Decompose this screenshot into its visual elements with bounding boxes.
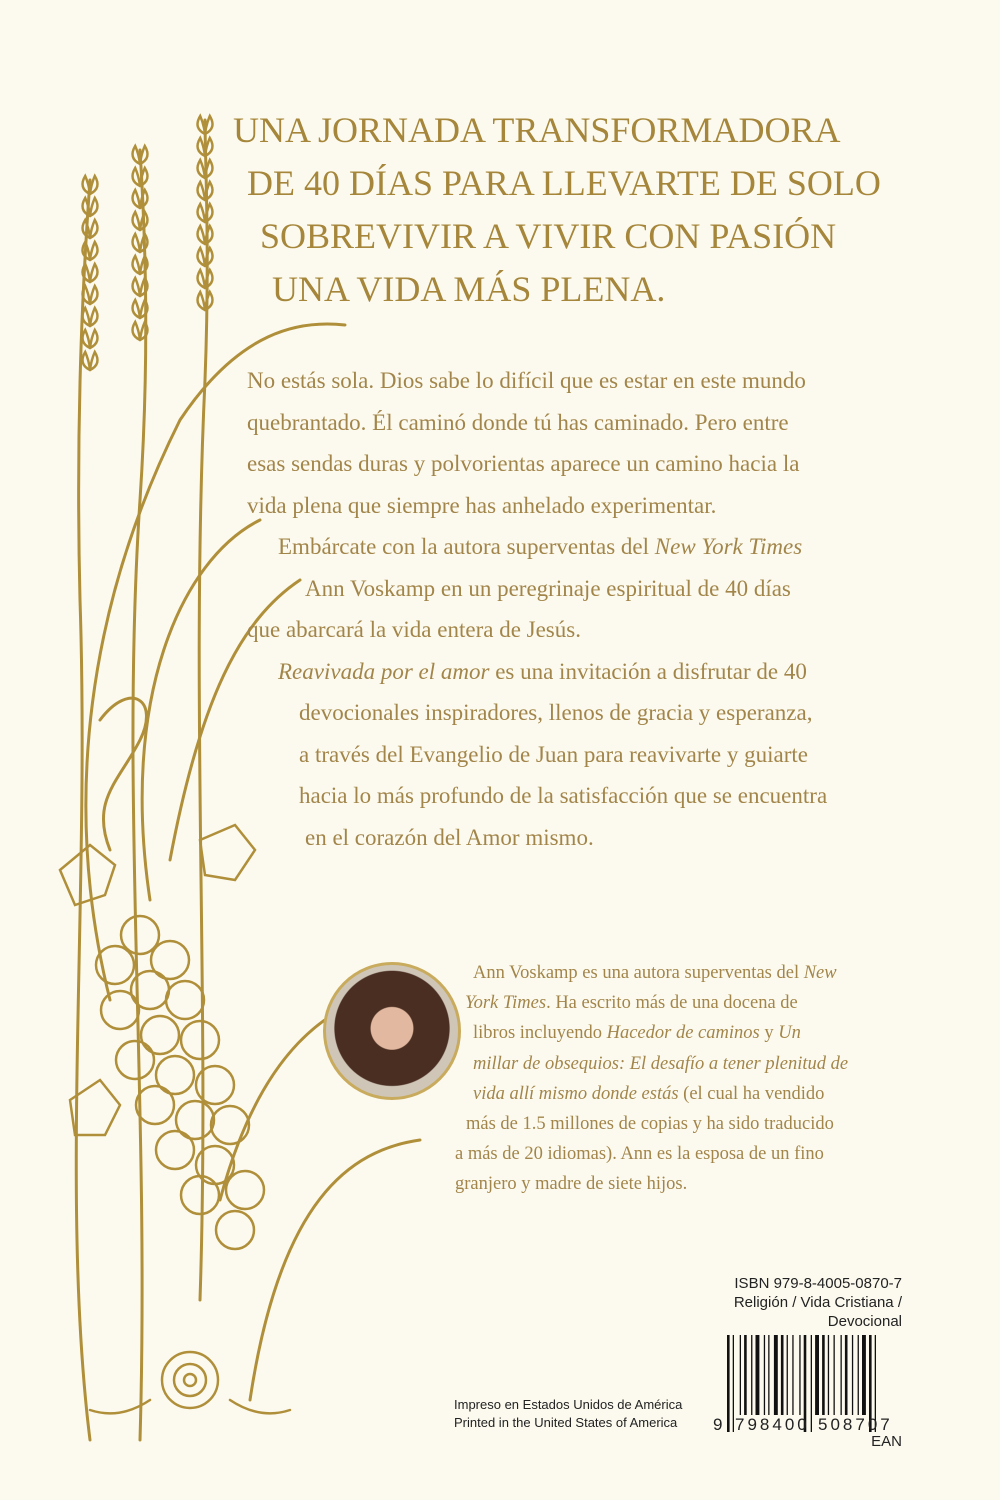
wheat-grain	[90, 198, 98, 216]
bio-line	[466, 1115, 834, 1134]
wheat-grain	[133, 256, 141, 274]
bio-line	[465, 994, 798, 1013]
grape	[156, 1131, 194, 1169]
wheat-grain	[90, 352, 98, 370]
wheat-grain	[133, 278, 141, 296]
category-line-1: Religión / Vida Cristiana /	[733, 1294, 902, 1311]
text: que abarcará la vida entera de Jesús.	[247, 617, 581, 642]
body-line	[299, 743, 808, 766]
italic-title: vida allí mismo donde estás	[473, 1083, 679, 1104]
grape	[141, 1016, 179, 1054]
text: libros incluyendo	[473, 1023, 607, 1044]
headline-line: UNA JORNADA TRANSFORMADORA	[233, 110, 841, 150]
barcode-bar	[744, 1335, 747, 1415]
body-line	[247, 618, 581, 641]
wheat-grain	[133, 300, 141, 318]
wheat-grain	[83, 308, 91, 326]
bio-line	[455, 1175, 687, 1194]
barcode-bar	[768, 1335, 769, 1415]
wheat-grain	[198, 160, 206, 178]
barcode-bar	[811, 1335, 812, 1432]
barcode-bar	[862, 1335, 866, 1415]
wheat-grain	[198, 226, 206, 244]
category-line-2: Devocional	[827, 1313, 902, 1330]
body-line	[247, 411, 789, 434]
imprint-en: Printed in the United States of America	[454, 1415, 678, 1430]
wheat-grain	[133, 322, 141, 340]
wheat-grain	[198, 182, 206, 200]
grape	[226, 1171, 264, 1209]
italic-title: Un	[778, 1023, 801, 1044]
wheat-grain	[133, 234, 141, 252]
isbn: ISBN 979-8-4005-0870-7	[734, 1275, 902, 1292]
text: granjero y madre de siete hijos.	[455, 1174, 688, 1195]
wheat-grain	[90, 286, 98, 304]
wheat-grain	[133, 190, 141, 208]
italic-title: Hacedor de caminos	[606, 1023, 760, 1044]
headline-line: UNA VIDA MÁS PLENA.	[272, 269, 666, 309]
barcode-first-digit: 9	[713, 1415, 723, 1434]
barcode-bar	[751, 1335, 752, 1415]
wheat-grain	[83, 352, 91, 370]
barcode-bar	[764, 1335, 765, 1415]
wheat-grain	[83, 330, 91, 348]
text: vida plena que siempre has anhelado experimentar.	[247, 492, 717, 518]
headline-line: DE 40 DÍAS PARA LLEVARTE DE SOLO	[247, 163, 881, 203]
text: . Ha escrito más de una docena de	[546, 993, 798, 1014]
wheat-grain	[90, 264, 98, 282]
text: Ann Voskamp es una autora superventas del	[473, 963, 804, 983]
wheat-grain	[198, 270, 206, 288]
italic-title: Reavivada por el amor	[278, 658, 490, 684]
wheat-grain	[133, 168, 141, 186]
wheat-grain	[140, 146, 148, 164]
wheat-grain	[205, 116, 213, 134]
barcode-bar	[841, 1335, 842, 1415]
bio-line	[473, 1055, 848, 1074]
grape	[181, 1176, 219, 1214]
text: hacia lo más profundo de la satisfacción que se encuentra	[299, 783, 828, 808]
body-line	[305, 577, 791, 600]
barcode-bar	[733, 1335, 734, 1432]
wheat-grain	[198, 204, 206, 222]
wheat-grain	[198, 116, 206, 134]
barcode-bar	[756, 1335, 760, 1415]
text: (el cual ha vendido	[678, 1083, 825, 1104]
grape	[116, 1041, 154, 1079]
wheat-grain	[133, 212, 141, 230]
grape	[211, 1106, 249, 1144]
barcode-bar	[774, 1335, 778, 1415]
italic-title: New	[803, 963, 837, 983]
body-line	[299, 701, 812, 724]
text: No estás sola. Dios sabe lo difícil que es estar en este mundo	[247, 368, 806, 393]
body-line	[247, 452, 799, 475]
text: más de 1.5 millones de copias y ha sido traducido	[466, 1114, 834, 1134]
barcode-bar	[822, 1335, 825, 1415]
text: a más de 20 idiomas). Ann es la esposa de un fino	[455, 1144, 824, 1165]
barcode-bar	[781, 1335, 784, 1415]
body-line	[247, 494, 716, 517]
wheat-grain	[83, 176, 91, 194]
grape	[136, 1086, 174, 1124]
italic-title: York Times	[465, 993, 547, 1014]
wheat-grain	[198, 292, 206, 310]
text: y	[759, 1023, 779, 1044]
text: Embárcate con la autora superventas del	[278, 534, 655, 559]
barcode-bar	[858, 1335, 859, 1415]
bio-line	[473, 964, 837, 983]
text: quebrantado. Él caminó donde tú has caminado. Pero entre	[247, 409, 789, 435]
barcode-bar	[815, 1335, 819, 1415]
wheat-grain	[90, 220, 98, 238]
body-line	[299, 784, 827, 807]
bio-line	[473, 1085, 824, 1104]
barcode-right-digits: 508707	[818, 1415, 893, 1434]
headline-line: SOBREVIVIR A VIVIR CON PASIÓN	[260, 216, 837, 256]
grape	[121, 916, 159, 954]
imprint-es: Impreso en Estados Unidos de América	[454, 1397, 683, 1412]
barcode-bar	[828, 1335, 829, 1415]
wheat-grain	[90, 330, 98, 348]
barcode-left-digits: 798400	[735, 1415, 810, 1434]
body-line	[305, 826, 594, 849]
barcode-bar	[852, 1335, 853, 1415]
text: Ann Voskamp en un peregrinaje espiritual de 40 días	[305, 575, 791, 601]
wheat-grain	[90, 242, 98, 260]
text: es una invitación a disfrutar de 40	[489, 658, 807, 684]
barcode-bar	[792, 1335, 793, 1415]
wheat-grain	[90, 176, 98, 194]
grape	[166, 981, 204, 1019]
text: a través del Evangelio de Juan para reavivarte y guiarte	[299, 741, 808, 767]
text: devocionales inspiradores, llenos de gracia y esperanza,	[299, 700, 813, 725]
body-line	[278, 535, 802, 558]
text: en el corazón del Amor mismo.	[305, 824, 594, 850]
barcode-bar	[787, 1335, 788, 1415]
grape	[181, 1021, 219, 1059]
text: esas sendas duras y polvorientas aparece un camino hacia la	[247, 451, 800, 476]
grape	[216, 1211, 254, 1249]
italic-title: millar de obsequios: El desafío a tener plenitud de	[473, 1053, 849, 1074]
grape	[101, 991, 139, 1029]
body-line	[247, 369, 806, 392]
author-photo	[323, 962, 461, 1100]
italic-title: New York Times	[654, 534, 803, 559]
wheat-grain	[133, 146, 141, 164]
barcode-bar	[834, 1335, 835, 1415]
wheat-grain	[90, 308, 98, 326]
barcode-bar	[799, 1335, 800, 1415]
wheat-grain	[198, 248, 206, 266]
bio-line	[473, 1024, 801, 1043]
ean-label: EAN	[871, 1433, 902, 1450]
body-line	[278, 660, 807, 683]
barcode-bar	[845, 1335, 848, 1415]
barcode-bar	[727, 1335, 730, 1432]
barcode-bar	[740, 1335, 741, 1415]
bio-line	[455, 1145, 824, 1164]
